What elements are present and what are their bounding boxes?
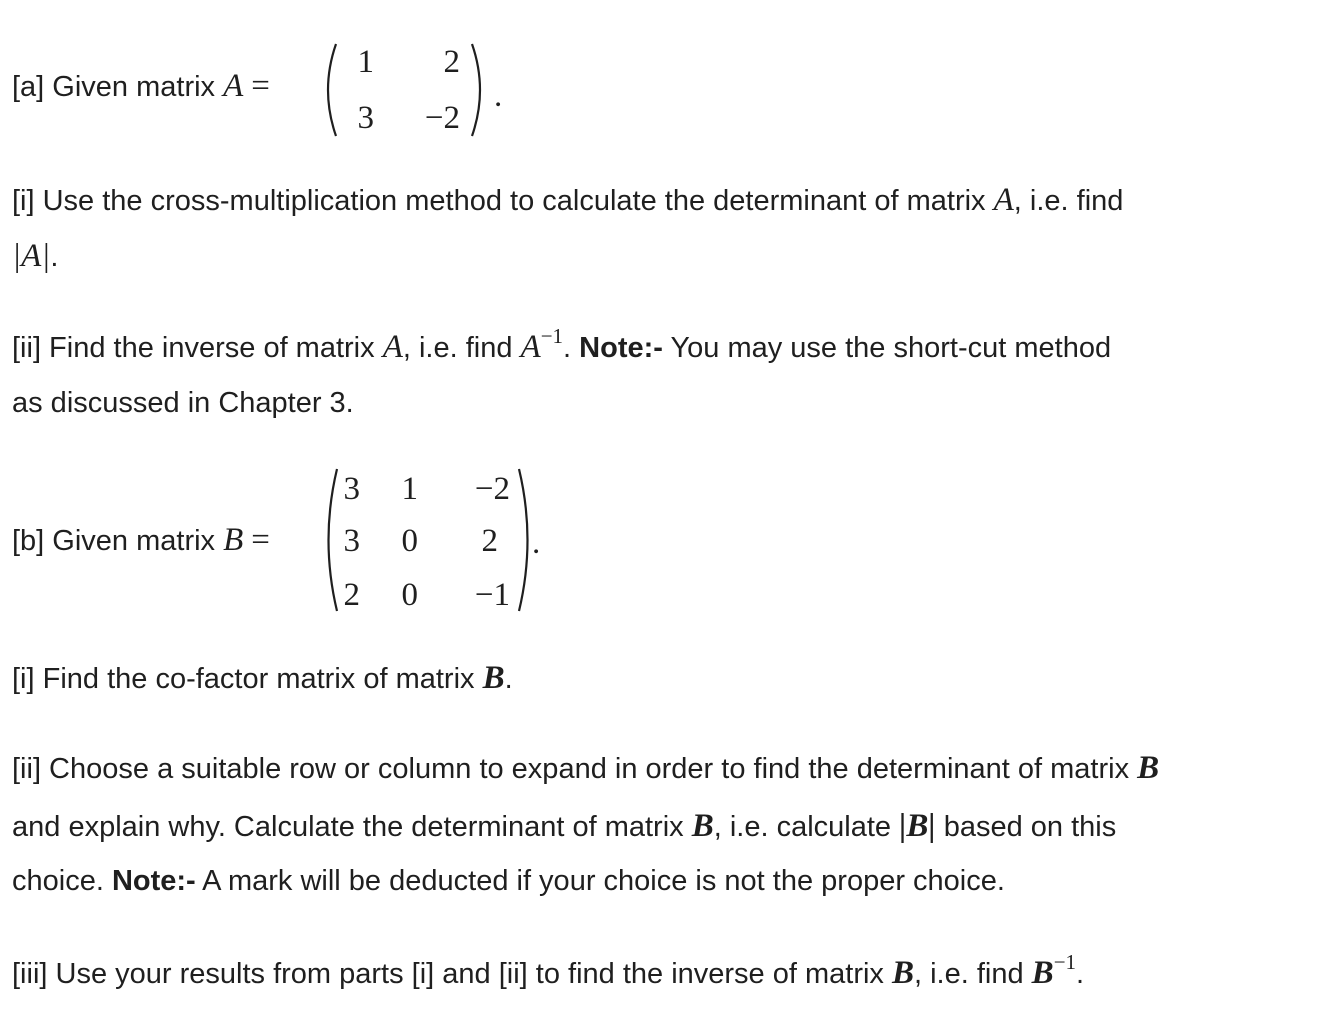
part-b-iii-text-2: , i.e. find bbox=[914, 958, 1032, 990]
inverse-a-exponent: −1 bbox=[540, 324, 564, 348]
part-b-ii-text-5: choice. bbox=[12, 865, 112, 897]
matrix-b-symbol: B bbox=[482, 660, 505, 696]
matrix-b-cell: 2 bbox=[481, 523, 498, 559]
right-paren-icon bbox=[468, 40, 490, 140]
part-a-ii-text-2: , i.e. find bbox=[402, 332, 521, 364]
part-a-ii-text: [ii] Find the inverse of matrix bbox=[12, 332, 383, 364]
matrix-b-cell: 3 bbox=[343, 523, 360, 559]
inverse-b-base: B bbox=[1031, 955, 1054, 991]
part-b-ii-text-4: based on this bbox=[935, 811, 1117, 843]
equals-sign: = bbox=[251, 522, 270, 558]
note-label: Note:- bbox=[579, 332, 663, 364]
matrix-b-symbol: B bbox=[891, 955, 914, 991]
part-b-ii-line-1 bbox=[12, 752, 1159, 785]
matrix-b-symbol: B bbox=[223, 522, 244, 558]
matrix-b-cell: 0 bbox=[401, 577, 418, 613]
part-a-ii-line-1 bbox=[12, 324, 1112, 365]
note-label: Note:- bbox=[111, 865, 196, 897]
part-a-i-line-2 bbox=[12, 240, 58, 273]
part-b-ii-line-2 bbox=[12, 810, 1116, 843]
determinant-b: |B| bbox=[899, 808, 936, 844]
matrix-a-cell: −2 bbox=[424, 100, 460, 136]
part-a-i-text: [i] Use the cross-multiplication method to calculate the determinant of matrix bbox=[12, 185, 994, 217]
part-b-ii-line-3 bbox=[12, 867, 1005, 896]
part-a-ii-text-3: . bbox=[563, 332, 580, 364]
part-b-iii-period: . bbox=[1076, 958, 1085, 990]
matrix-a-cell: 1 bbox=[357, 44, 374, 80]
part-b-ii-text: [ii] Choose a suitable row or column to expand in order to find the determinant of matrix bbox=[12, 753, 1138, 785]
determinant-a: |A| bbox=[12, 238, 51, 274]
part-a-ii-note: You may use the short-cut method bbox=[662, 332, 1112, 364]
part-a-prefix: [a] Given matrix bbox=[12, 71, 224, 103]
matrix-a bbox=[318, 40, 518, 140]
left-paren-icon bbox=[318, 40, 340, 140]
matrix-a-symbol: A bbox=[993, 182, 1014, 218]
inverse-a-base: A bbox=[520, 329, 541, 365]
matrix-b-symbol: B bbox=[691, 808, 714, 844]
part-b-iii-text: [iii] Use your results from parts [i] and [ii] to find the inverse of matrix bbox=[12, 958, 892, 990]
part-a-ii-line-2 bbox=[12, 389, 354, 418]
matrix-b-symbol: B bbox=[1137, 750, 1160, 786]
matrix-b-cell: 0 bbox=[401, 523, 418, 559]
matrix-b-cell: −2 bbox=[474, 471, 510, 507]
part-a-ii-text-4: as discussed in Chapter 3. bbox=[12, 387, 354, 419]
inverse-b-exponent: −1 bbox=[1053, 950, 1077, 974]
matrix-a-cell: 3 bbox=[357, 100, 374, 136]
matrix-b-cell: 1 bbox=[401, 471, 418, 507]
matrix-b-period: . bbox=[532, 525, 541, 561]
part-b-intro bbox=[12, 524, 278, 557]
matrix-a-symbol: A bbox=[382, 329, 403, 365]
matrix-b bbox=[318, 465, 558, 615]
matrix-b-cell: 2 bbox=[343, 577, 360, 613]
part-b-i-line bbox=[12, 662, 513, 695]
part-b-iii-line bbox=[12, 950, 1085, 991]
part-b-i-period: . bbox=[504, 663, 513, 695]
equals-sign: = bbox=[251, 68, 270, 104]
part-a-i-line-1 bbox=[12, 184, 1123, 217]
matrix-b-cell: 3 bbox=[343, 471, 360, 507]
part-b-ii-text-2: and explain why. Calculate the determinant of matrix bbox=[12, 811, 692, 843]
part-b-ii-text-3: , i.e. calculate bbox=[713, 811, 900, 843]
part-a-intro bbox=[12, 70, 278, 103]
matrix-b-cell: −1 bbox=[474, 577, 510, 613]
matrix-a-period: . bbox=[494, 78, 503, 114]
matrix-a-cell: 2 bbox=[443, 44, 460, 80]
part-b-i-text: [i] Find the co-factor matrix of matrix bbox=[12, 663, 483, 695]
part-a-i-text-2: , i.e. find bbox=[1013, 185, 1124, 217]
part-a-i-period: . bbox=[50, 241, 59, 273]
part-b-prefix: [b] Given matrix bbox=[12, 525, 224, 557]
matrix-a-symbol: A bbox=[223, 68, 244, 104]
part-b-ii-note: A mark will be deducted if your choice is not the proper choice. bbox=[195, 865, 1005, 897]
